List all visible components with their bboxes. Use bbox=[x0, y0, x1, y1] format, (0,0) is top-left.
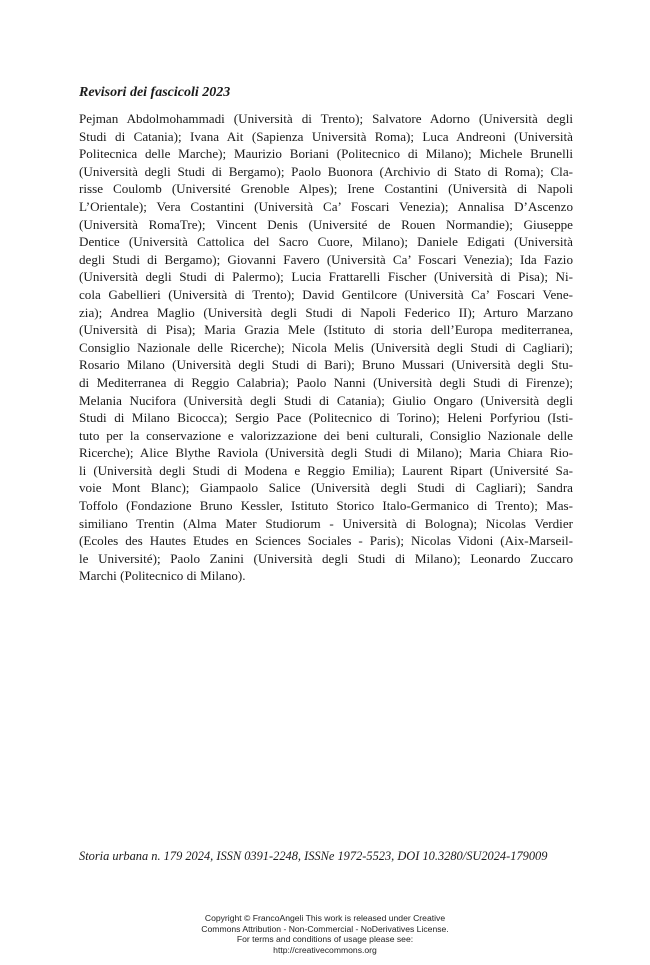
reviewers-line: li (Università degli Studi di Modena e Reggio Emilia); Laurent Ripart (Université Sa- bbox=[79, 462, 573, 478]
section-heading: Revisori dei fascicoli 2023 bbox=[79, 85, 231, 100]
reviewers-paragraph bbox=[79, 110, 573, 585]
reviewers-line: Ricerche); Alice Blythe Raviola (Università degli Studi di Milano); Maria Chiara Rio- bbox=[79, 445, 573, 461]
reviewers-line: cola Gabellieri (Università di Trento); David Gentilcore (Università Ca’ Foscari Vene- bbox=[79, 286, 573, 302]
reviewers-line: similiano Trentin (Alma Mater Studiorum - Università di Bologna); Nicolas Verdier bbox=[79, 515, 573, 531]
reviewers-line: le Université); Paolo Zanini (Università degli Studi di Milano); Leonardo Zuccaro bbox=[79, 550, 573, 566]
reviewers-line: Consiglio Nazionale delle Ricerche); Nicola Melis (Università degli Studi di Cagliari); bbox=[79, 339, 573, 355]
reviewers-line: Politecnica delle Marche); Maurizio Boriani (Politecnico di Milano); Michele Brunelli bbox=[79, 146, 573, 162]
reviewers-line: (Università degli Studi di Palermo); Lucia Frattarelli Fischer (Università di Pisa); Ni- bbox=[79, 269, 573, 285]
reviewers-line: zia); Andrea Maglio (Università degli Studi di Napoli Federico II); Arturo Marzano bbox=[79, 304, 573, 320]
reviewers-line: Studi di Catania); Ivana Ait (Sapienza Università Roma); Luca Andreoni (Università bbox=[79, 128, 573, 144]
reviewers-line: di Mediterranea di Reggio Calabria); Paolo Nanni (Università degli Studi di Firenze); bbox=[79, 374, 573, 390]
reviewers-line: tuto per la conservazione e valorizzazione dei beni culturali, Consiglio Nazionale delle bbox=[79, 427, 573, 443]
reviewers-line: Melania Nucifora (Università degli Studi di Catania); Giulio Ongaro (Università degli bbox=[79, 392, 573, 408]
reviewers-line: (Università RomaTre); Vincent Denis (Université de Rouen Normandie); Giuseppe bbox=[79, 216, 573, 232]
reviewers-line: degli Studi di Bergamo); Giovanni Favero (Università Ca’ Foscari Venezia); Ida Fazio bbox=[79, 251, 573, 267]
license-line: For terms and conditions of usage please see: bbox=[236, 934, 414, 944]
reviewers-line: Pejman Abdolmohammadi (Università di Trento); Salvatore Adorno (Università degli bbox=[79, 111, 573, 126]
reviewers-line: Marchi (Politecnico di Milano). bbox=[79, 568, 246, 584]
journal-citation: Storia urbana n. 179 2024, ISSN 0391-2248, ISSNe 1972-5523, DOI 10.3280/SU2024-179009 bbox=[79, 849, 548, 863]
reviewers-line: voie Mont Blanc); Giampaolo Salice (Università degli Studi di Cagliari); Sandra bbox=[79, 480, 573, 496]
reviewers-line: L’Orientale); Vera Costantini (Università Ca’ Foscari Venezia); Annalisa D’Ascenzo bbox=[79, 198, 573, 214]
reviewers-line: risse Coulomb (Université Grenoble Alpes); Irene Costantini (Università di Napoli bbox=[79, 181, 573, 197]
reviewers-line: (Università di Pisa); Maria Grazia Mele (Istituto di storia dell’Europa mediterranea, bbox=[79, 322, 573, 338]
reviewers-line: Rosario Milano (Università degli Studi di Bari); Bruno Mussari (Università degli Stu- bbox=[79, 357, 573, 373]
reviewers-line: Studi di Milano Bicocca); Sergio Pace (Politecnico di Torino); Heleni Porfyriou (Isti- bbox=[79, 410, 573, 426]
reviewers-line: (Università degli Studi di Bergamo); Paolo Buonora (Archivio di Stato di Roma); Cla- bbox=[79, 163, 573, 179]
reviewers-line: (Ecoles des Hautes Etudes en Sciences Sociales - Paris); Nicolas Vidoni (Aix-Marseil- bbox=[79, 533, 573, 549]
license-notice bbox=[150, 913, 500, 955]
license-line: Copyright © FrancoAngeli This work is released under Creative bbox=[204, 913, 446, 923]
license-line: Commons Attribution - Non-Commercial - NoDerivatives License. bbox=[201, 923, 449, 934]
reviewers-line: Toffolo (Fondazione Bruno Kessler, Istituto Storico Italo-Germanico di Trento); Mas- bbox=[79, 498, 573, 514]
license-link[interactable]: http://creativecommons.org bbox=[273, 944, 377, 955]
reviewers-line: Dentice (Università Cattolica del Sacro Cuore, Milano); Daniele Edigati (Università bbox=[79, 234, 573, 250]
